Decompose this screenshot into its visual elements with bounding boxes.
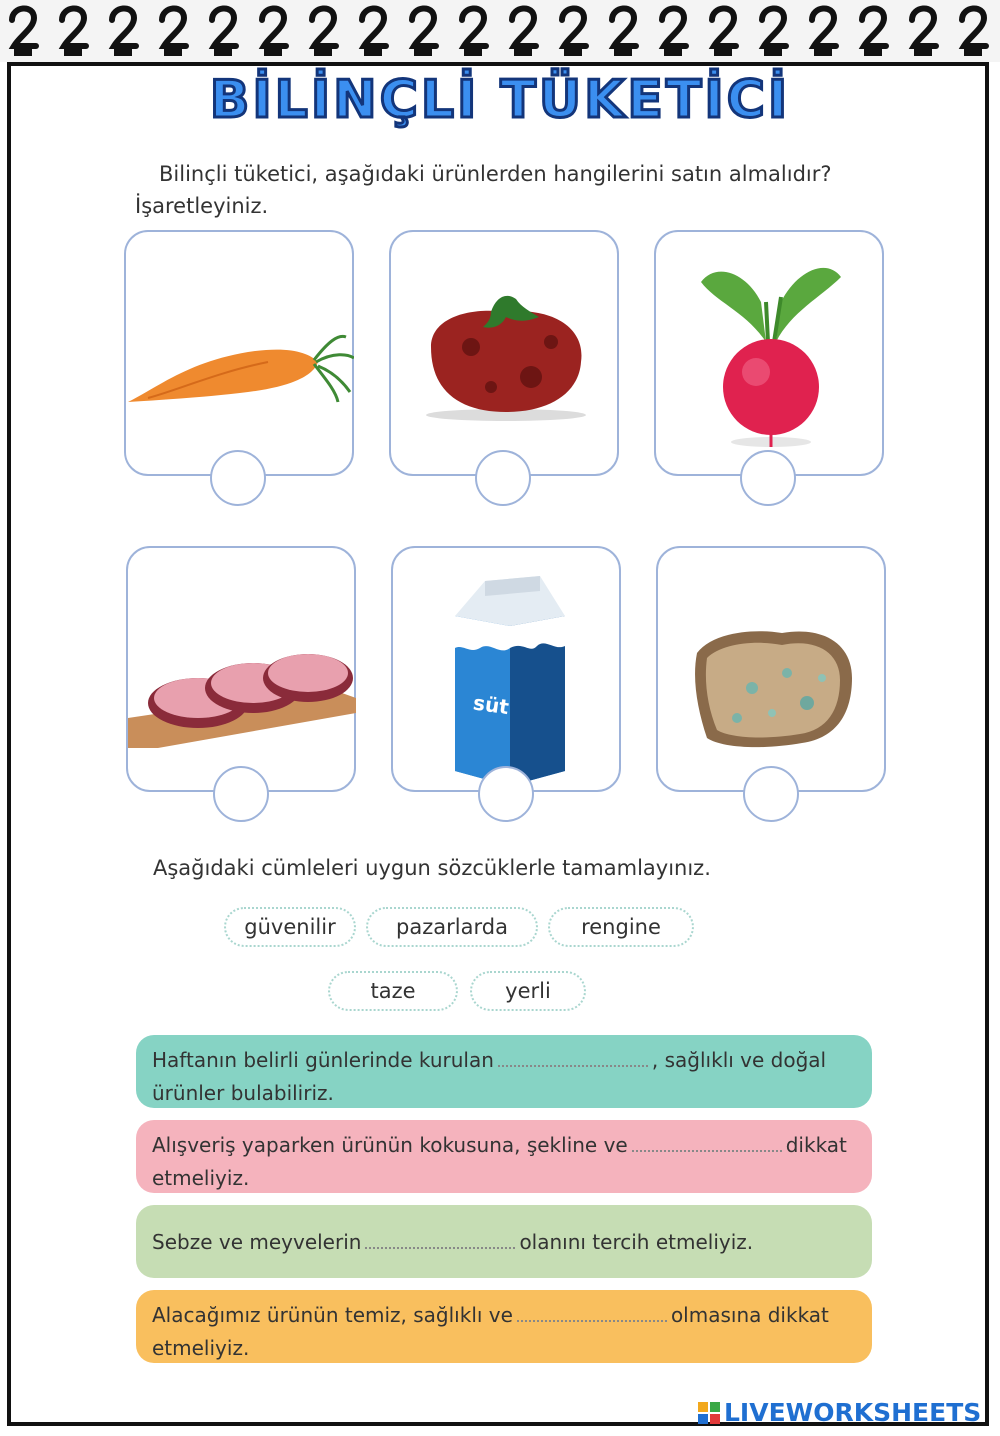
spiral-binding bbox=[0, 0, 1000, 62]
spiral-ring bbox=[106, 2, 140, 58]
product-card-milk bbox=[391, 546, 621, 792]
word-chip-pazarlarda[interactable]: pazarlarda bbox=[366, 907, 538, 947]
milk-label: süt bbox=[471, 690, 511, 720]
liveworksheets-logo-icon bbox=[698, 1402, 720, 1424]
spiral-ring bbox=[756, 2, 790, 58]
checkbox-radish[interactable] bbox=[740, 450, 796, 506]
checkbox-meat[interactable] bbox=[213, 766, 269, 822]
spiral-ring bbox=[406, 2, 440, 58]
sentence-1-after: , sağlıklı ve doğal ürünler bulabiliriz. bbox=[152, 1048, 827, 1105]
spiral-ring bbox=[256, 2, 290, 58]
product-card-radish bbox=[654, 230, 884, 476]
checkbox-moldy-bread[interactable] bbox=[743, 766, 799, 822]
page-title: BİLİNÇLİ TÜKETİCİ bbox=[209, 70, 791, 130]
spiral-ring bbox=[156, 2, 190, 58]
spiral-ring bbox=[556, 2, 590, 58]
spiral-ring bbox=[456, 2, 490, 58]
spiral-ring bbox=[906, 2, 940, 58]
checkbox-milk[interactable] bbox=[478, 766, 534, 822]
brand-watermark: LIVEWORKSHEETS bbox=[724, 1398, 982, 1427]
spiral-ring bbox=[356, 2, 390, 58]
checkbox-rotten-tomato[interactable] bbox=[475, 450, 531, 506]
sentence-2-after: dikkat etmeliyiz. bbox=[152, 1133, 847, 1190]
radish-icon bbox=[696, 242, 846, 452]
spiral-ring bbox=[806, 2, 840, 58]
word-chip-taze[interactable]: taze bbox=[328, 971, 458, 1011]
meat-icon bbox=[128, 648, 356, 758]
spiral-ring bbox=[206, 2, 240, 58]
blank-1[interactable] bbox=[498, 1043, 648, 1067]
milk-carton-icon bbox=[445, 576, 575, 786]
sentence-2-before: Alışveriş yaparken ürünün kokusuna, şekline ve bbox=[152, 1133, 628, 1157]
product-card-moldy-bread bbox=[656, 546, 886, 792]
spiral-ring bbox=[56, 2, 90, 58]
carrot-icon bbox=[128, 332, 354, 412]
blank-3[interactable] bbox=[365, 1225, 515, 1249]
word-chip-rengine[interactable]: rengine bbox=[548, 907, 694, 947]
spiral-ring bbox=[506, 2, 540, 58]
moldy-bread-icon bbox=[692, 618, 857, 758]
sentence-4 bbox=[136, 1290, 872, 1363]
spiral-ring bbox=[856, 2, 890, 58]
product-card-rotten-tomato bbox=[389, 230, 619, 476]
product-card-meat bbox=[126, 546, 356, 792]
word-chip-guvenilir[interactable]: güvenilir bbox=[224, 907, 356, 947]
sentence-4-before: Alacağımız ürünün temiz, sağlıklı ve bbox=[152, 1303, 513, 1327]
blank-2[interactable] bbox=[632, 1128, 782, 1152]
rotten-tomato-icon bbox=[421, 287, 591, 422]
spiral-ring bbox=[706, 2, 740, 58]
spiral-ring bbox=[606, 2, 640, 58]
sentence-1-before: Haftanın belirli günlerinde kurulan bbox=[152, 1048, 494, 1072]
question-2: Aşağıdaki cümleleri uygun sözcüklerle tamamlayınız. bbox=[153, 856, 711, 880]
blank-4[interactable] bbox=[517, 1298, 667, 1322]
sentence-1 bbox=[136, 1035, 872, 1108]
spiral-ring bbox=[656, 2, 690, 58]
product-card-carrot bbox=[124, 230, 354, 476]
spiral-ring bbox=[956, 2, 990, 58]
spiral-ring bbox=[306, 2, 340, 58]
sentence-4-after: olmasına dikkat etmeliyiz. bbox=[152, 1303, 829, 1360]
sentence-3 bbox=[136, 1205, 872, 1278]
checkbox-carrot[interactable] bbox=[210, 450, 266, 506]
sentence-2 bbox=[136, 1120, 872, 1193]
sentence-3-before: Sebze ve meyvelerin bbox=[152, 1230, 362, 1254]
spiral-ring bbox=[6, 2, 40, 58]
word-chip-yerli[interactable]: yerli bbox=[470, 971, 586, 1011]
question-1: Bilinçli tüketici, aşağıdaki ürünlerden hangilerini satın almalıdır? İşaretleyiniz. bbox=[135, 162, 832, 218]
sentence-3-after: olanını tercih etmeliyiz. bbox=[519, 1230, 754, 1254]
